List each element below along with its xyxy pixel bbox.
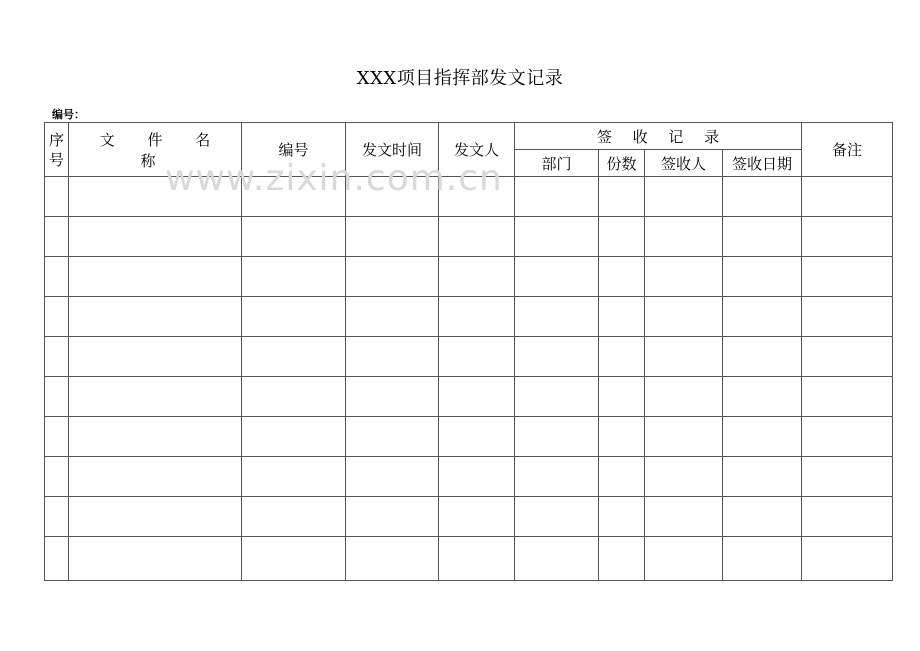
table-cell [599,457,645,497]
table-cell [45,417,69,457]
table-cell [515,337,599,377]
table-cell [242,537,346,581]
table-cell [802,417,893,457]
table-cell [439,377,515,417]
header-sign-date: 签收日期 [723,150,802,177]
table-cell [439,257,515,297]
table-cell [69,217,242,257]
table-cell [69,457,242,497]
table-row [45,377,893,417]
table-cell [45,457,69,497]
table-cell [439,297,515,337]
table-cell [599,537,645,581]
table-cell [802,497,893,537]
table-cell [346,457,439,497]
table-cell [723,497,802,537]
table-cell [802,377,893,417]
table-cell [346,337,439,377]
table-cell [45,497,69,537]
table-cell [802,297,893,337]
table-cell [723,297,802,337]
table-cell [599,177,645,217]
table-body [45,177,893,581]
table-row [45,457,893,497]
header-seq-line1: 序 [48,130,64,149]
header-signer: 签收人 [645,150,723,177]
table-row [45,337,893,377]
table-cell [439,217,515,257]
table-cell [723,417,802,457]
table-cell [599,217,645,257]
table-cell [346,537,439,581]
table-cell [802,257,893,297]
table-cell [242,417,346,457]
table-cell [515,177,599,217]
table-cell [69,497,242,537]
table-cell [242,457,346,497]
document-number-label: 编号： [52,108,85,121]
table-cell [69,377,242,417]
table-cell [645,457,723,497]
table-cell [69,537,242,581]
table-cell [802,177,893,217]
header-seq [45,123,69,177]
header-copies: 份数 [599,150,645,177]
table-cell [515,297,599,337]
table-cell [346,257,439,297]
table-cell [69,257,242,297]
table-cell [645,377,723,417]
table-cell [45,177,69,217]
table-cell [242,497,346,537]
table-cell [515,417,599,457]
table-cell [723,257,802,297]
table-row [45,537,893,581]
table-cell [439,497,515,537]
table-cell [599,497,645,537]
table-row [45,257,893,297]
header-file-name [69,123,242,177]
header-remarks: 备注 [802,123,893,177]
dispatch-record-table [44,122,893,581]
table-cell [599,297,645,337]
header-sender: 发文人 [439,123,515,177]
table-cell [69,297,242,337]
table-cell [802,337,893,377]
watermark: www.zixin.com.cn [165,158,503,199]
table-cell [645,177,723,217]
table-cell [802,537,893,581]
table-row [45,497,893,537]
table-cell [645,417,723,457]
table-cell [645,537,723,581]
table-cell [645,497,723,537]
table-cell [242,337,346,377]
table-cell [69,337,242,377]
table-cell [439,417,515,457]
table-cell [346,417,439,457]
table-cell [242,377,346,417]
table-cell [515,257,599,297]
header-row-1 [45,123,893,150]
header-send-time: 发文时间 [346,123,439,177]
table-row [45,177,893,217]
table-cell [515,217,599,257]
table-cell [346,177,439,217]
table-cell [599,257,645,297]
table-cell [723,377,802,417]
table-cell [242,177,346,217]
header-department: 部门 [515,150,599,177]
table-cell [515,377,599,417]
table-cell [45,377,69,417]
table-cell [439,177,515,217]
table-cell [45,257,69,297]
header-receipt-record-label: 签 收 记 录 [596,127,728,146]
table-cell [346,377,439,417]
table-cell [645,217,723,257]
table-cell [346,497,439,537]
table-cell [242,297,346,337]
table-cell [723,217,802,257]
table-cell [45,217,69,257]
table-row [45,217,893,257]
table-cell [439,457,515,497]
table-cell [645,297,723,337]
table-cell [802,217,893,257]
table-cell [645,337,723,377]
table-cell [346,217,439,257]
table-cell [346,297,439,337]
header-seq-line2: 号 [48,150,64,169]
table-cell [515,457,599,497]
table-cell [599,337,645,377]
table-cell [45,297,69,337]
table-cell [45,337,69,377]
table-cell [599,417,645,457]
table-cell [439,537,515,581]
table-cell [802,457,893,497]
header-number: 编号 [242,123,346,177]
table-cell [439,337,515,377]
table-cell [723,537,802,581]
header-receipt-record [515,123,802,150]
table-cell [599,377,645,417]
page-title: XXX项目指挥部发文记录 [356,68,564,89]
table-cell [45,537,69,581]
table-cell [723,337,802,377]
table-cell [723,457,802,497]
table-cell [242,257,346,297]
table-cell [515,537,599,581]
table-cell [645,257,723,297]
table-row [45,417,893,457]
header-file-name-label: 文 件 名 称 [99,130,225,170]
table-cell [723,177,802,217]
table-cell [69,417,242,457]
table-cell [515,497,599,537]
table-row [45,297,893,337]
table-cell [69,177,242,217]
table-cell [242,217,346,257]
